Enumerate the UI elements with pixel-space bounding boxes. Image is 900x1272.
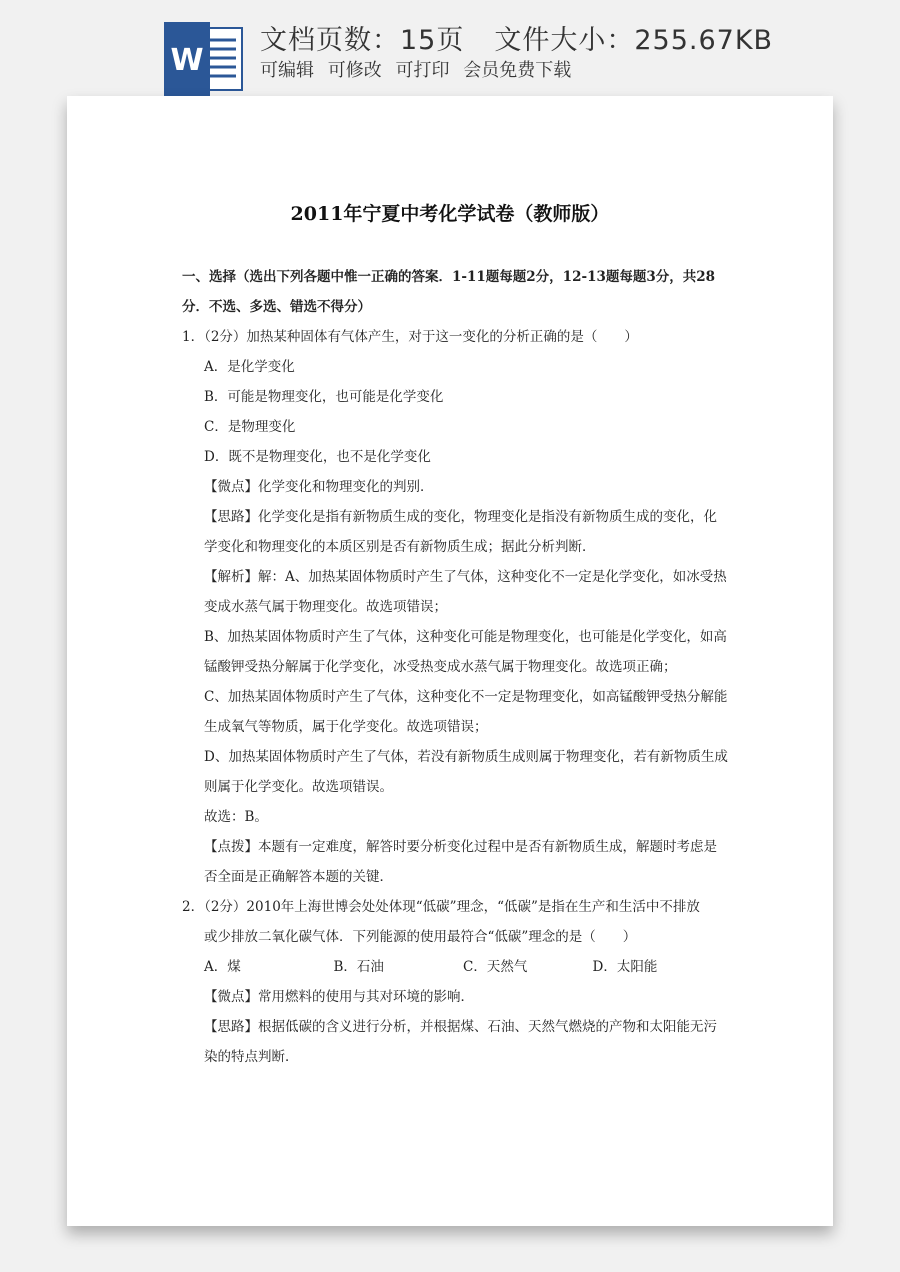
q1-option-b: B．可能是物理变化，也可能是化学变化 — [204, 389, 444, 405]
feature-printable: 可打印 — [395, 60, 450, 81]
q1-idea: 【思路】化学变化是指有新物质生成的变化，物理变化是指没有新物质生成的变化，化 — [204, 509, 717, 525]
q1-analysis-line: 【解析】解：A、加热某固体物质时产生了气体，这种变化不一定是化学变化，如冰受热 — [204, 569, 727, 585]
q1-stem: 1．（2分）加热某种固体有气体产生，对于这一变化的分析正确的是（ ） — [182, 329, 638, 345]
doc-title: 2011年宁夏中考化学试卷（教师版） — [290, 203, 610, 225]
q1-analysis-line: D、加热某固体物质时产生了气体，若没有新物质生成则属于物理变化，若有新物质生成 — [204, 749, 728, 765]
q1-idea-cont: 学变化和物理变化的本质区别是否有新物质生成；据此分析判断． — [204, 539, 596, 555]
q2-stem-cont: 或少排放二氧化碳气体．下列能源的使用最符合“低碳”理念的是（ ） — [204, 929, 637, 945]
q1-point: 【微点】化学变化和物理变化的判别． — [204, 479, 434, 495]
feature-editable: 可编辑 — [260, 60, 314, 81]
q2-option-d: D．太阳能 — [592, 959, 658, 975]
file-stats — [260, 18, 773, 57]
feature-member-download: 会员免费下载 — [463, 60, 572, 81]
q1-option-d: D．既不是物理变化，也不是化学变化 — [204, 449, 431, 465]
q2-option-c: C．天然气 — [463, 959, 528, 975]
doc-body — [182, 262, 728, 1072]
q1-tip-cont: 否全面是正确解答本题的关键． — [204, 869, 393, 885]
file-size: 文件大小：255.67KB — [494, 25, 774, 56]
q1-analysis-line: C、加热某固体物质时产生了气体，这种变化不一定是物理变化，如高锰酸钾受热分解能 — [204, 689, 728, 705]
feature-list — [260, 56, 579, 82]
q1-analysis-line: 生成氧气等物质，属于化学变化。故选项错误； — [204, 719, 488, 735]
q2-option-b: B．石油 — [333, 959, 384, 975]
q1-option-c: C．是物理变化 — [204, 419, 296, 435]
q1-analysis-line: B、加热某固体物质时产生了气体，这种变化可能是物理变化，也可能是化学变化，如高 — [204, 629, 727, 645]
q1-analysis-line: 变成水蒸气属于物理变化。故选项错误； — [204, 599, 447, 615]
q2-option-a: A．煤 — [204, 959, 241, 975]
q2-point: 【微点】常用燃料的使用与其对环境的影响． — [204, 989, 474, 1005]
q1-analysis-line: 锰酸钾受热分解属于化学变化，冰受热变成水蒸气属于物理变化。故选项正确； — [204, 659, 677, 675]
q2-idea: 【思路】根据低碳的含义进行分析，并根据煤、石油、天然气燃烧的产物和太阳能无污 — [204, 1019, 717, 1035]
feature-modifiable: 可修改 — [327, 60, 382, 81]
svg-text:W: W — [170, 43, 204, 78]
document-page — [67, 96, 833, 1226]
q1-option-a: A．是化学变化 — [204, 359, 295, 375]
page-count: 文档页数：15页 — [260, 25, 465, 56]
q2-options — [182, 952, 722, 982]
q2-stem: 2．（2分）2010年上海世博会处处体现“低碳”理念，“低碳”是指在生产和生活中不排放 — [182, 899, 700, 915]
section-heading-cont: 分．不选、多选、错选不得分） — [182, 299, 371, 315]
word-icon — [164, 22, 244, 96]
header-banner — [0, 0, 900, 100]
q2-idea-cont: 染的特点判断． — [204, 1049, 299, 1065]
section-heading: 一、选择（选出下列各题中惟一正确的答案．1-11题每题2分，12-13题每题3分，共28 — [182, 269, 716, 285]
q1-analysis-line: 则属于化学变化。故选项错误。 — [204, 779, 393, 795]
q1-answer: 故选：B。 — [204, 809, 268, 825]
q1-tip: 【点拨】本题有一定难度，解答时要分析变化过程中是否有新物质生成，解题时考虑是 — [204, 839, 717, 855]
